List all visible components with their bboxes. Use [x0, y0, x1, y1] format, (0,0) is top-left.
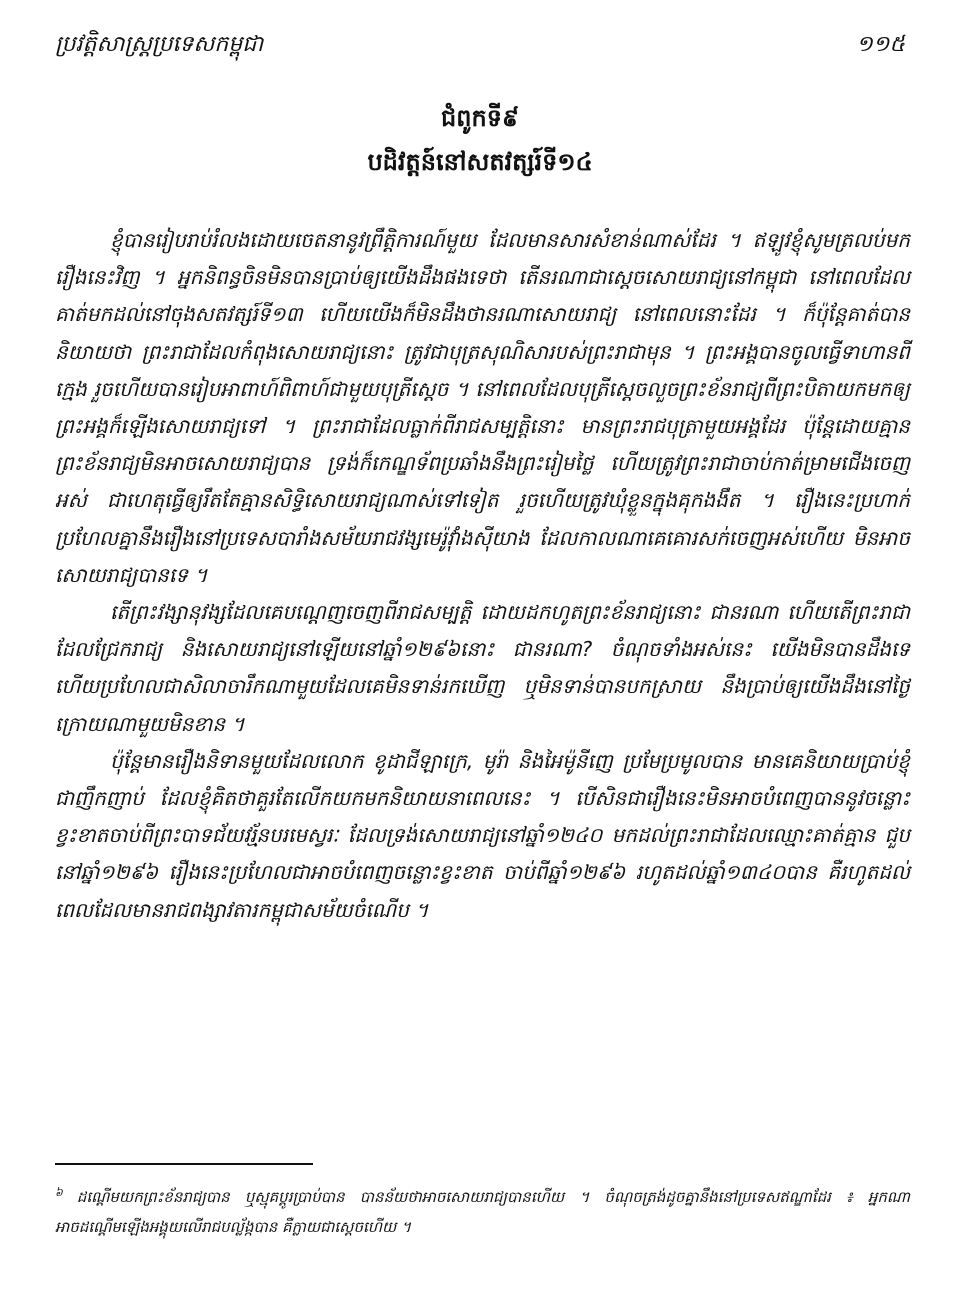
paragraph: តើព្រះវង្សានុវង្សដែលគេបណ្តេញចេញពីរាជសម្បត្តិ ដោយដកហូតព្រះខ័នរាជ្យនោះ ជានរណា ហើយតើព្រះរាជាដែលជ្រែករាជ្យ និងសោយរាជ្យនៅឡើយនៅឆ្នាំ១២៩៦នោះ ជានរណា? ចំណុចទាំងអស់នេះ យើងមិនបានដឹងទេ ហើយប្រហែលជាសិលាចារឹកណាមួយដែលគេមិនទាន់រកឃើញ ឬមិនទាន់បានបកស្រាយ នឹងប្រាប់ឲ្យយើងដឹងនៅថ្ងៃក្រោយណាមួយមិនខាន ។ [55, 600, 910, 736]
footnote-marker: ៦ [55, 1186, 63, 1199]
footnote-divider [55, 1163, 313, 1165]
chapter-number: ជំពូកទី៩ [441, 104, 519, 132]
body-text [55, 222, 910, 929]
footnote [55, 1178, 910, 1242]
chapter-title: បដិវត្តន៍នៅសតវត្សរ៍ទី១៤ [367, 148, 593, 176]
chapter-heading [0, 96, 960, 184]
footnote-text: ដណ្តើមយកព្រះខ័នរាជ្យបាន ឬស្មុគប្តូរប្រាប់បាន បានន័យថាអាចសោយរាជ្យបានហើយ ។ ចំណុចត្រង់ដូចគ្នានឹងនៅប្រទេសឥណ្ឌាដែរ ៖ អ្នកណាអាចដណ្តើមឡើងអង្គុយលើរាជបល្ល័ង្កបាន គឺក្លាយជាស្តេចហើយ ។ [55, 1188, 910, 1236]
paragraph: ខ្ញុំបានរៀបរាប់រំលងដោយចេតនានូវព្រឹត្តិការណ៍មួយ ដែលមានសារសំខាន់ណាស់ដែរ ។ ឥឡូវខ្ញុំសូមត្រលប់មករឿងនេះវិញ ។ អ្នកនិពន្ធចិនមិនបានប្រាប់ឲ្យយើងដឹងផងទេថា តើនរណាជាស្តេចសោយរាជ្យនៅកម្ពុជា នៅពេលដែលគាត់មកដល់នៅចុងសតវត្សរ៍ទី១៣ ហើយយើងក៏មិនដឹងថានរណាសោយរាជ្យ នៅពេលនោះដែរ ។ ក៏ប៉ុន្តែគាត់បាននិយាយថា ព្រះរាជាដែលកំពុងសោយរាជ្យនោះ ត្រូវជាបុត្រសុណិសារបស់ព្រះរាជាមុន ។ ព្រះអង្គបានចូលធ្វើទាហានពីក្មេង រួចហើយបានរៀបអាពាហ៍ពិពាហ៍ជាមួយបុត្រីស្តេច ។ នៅពេលដែលបុត្រីស្តេចលួចព្រះខ័នរាជ្យពីព្រះបិតាយកមកឲ្យ ព្រះអង្គក៏ឡើងសោយរាជ្យទៅ ។ ព្រះរាជាដែលធ្លាក់ពីរាជសម្បត្តិនោះ មានព្រះរាជបុត្រាមួយអង្គដែរ ប៉ុន្តែដោយគ្មានព្រះខ័នរាជ្យមិនអាចសោយរាជ្យបាន ទ្រង់ក៏កេណ្ឌទ័ពប្រឆាំងនឹងព្រះរៀមថ្លៃ ហើយត្រូវព្រះរាជាចាប់កាត់ម្រាមជើងចេញអស់ ជាហេតុធ្វើឲ្យរឹតតែគ្មានសិទ្ធិសោយរាជ្យណាស់ទៅទៀត រួចហើយត្រូវឃុំខ្លួនក្នុងគុកងងឹត ។ រឿងនេះប្រហាក់ប្រហែលគ្នានឹងរឿងនៅប្រទេសបារាំងសម័យរាជវង្សមេរ៉ូវ៉ាំងស៊ីយាង ដែលកាលណាគេគោរសក់ចេញអស់ហើយ មិនអាចសោយរាជ្យបានទេ ។ [55, 228, 910, 587]
running-title: ប្រវត្តិសាស្ត្រប្រទេសកម្ពុជា [55, 32, 264, 57]
running-header [55, 30, 905, 62]
page-number: ១១៥ [856, 32, 905, 57]
paragraph: ប៉ុន្តែមានរឿងនិទានមួយដែលលោក ខូដាជីឡាក្រេ, មូរ៉ា និងអៃម៉ូនីញេ ប្រមែប្រមូលបាន មានគេនិយាយប្រាប់ខ្ញុំជាញឹកញាប់ ដែលខ្ញុំគិតថាគួរតែលើកយកមកនិយាយនាពេលនេះ ។ បើសិនជារឿងនេះមិនអាចបំពេញបាននូវចន្លោះខ្វះខាតចាប់ពីព្រះបាទជ័យវរ្ម័នបរមេស្វរៈ ដែលទ្រង់សោយរាជ្យនៅឆ្នាំ១២៤០ មកដល់ព្រះរាជាដែលឈ្មោះគាត់គ្មាន ជួបនៅឆ្នាំ១២៩៦ រឿងនេះប្រហែលជាអាចបំពេញចន្លោះខ្វះខាត ចាប់ពីឆ្នាំ១២៩៦ រហូតដល់ឆ្នាំ១៣៤០បាន គឺរហូតដល់ពេលដែលមានរាជពង្សាវតារកម្ពុជាសម័យចំណើប ។ [55, 748, 910, 922]
